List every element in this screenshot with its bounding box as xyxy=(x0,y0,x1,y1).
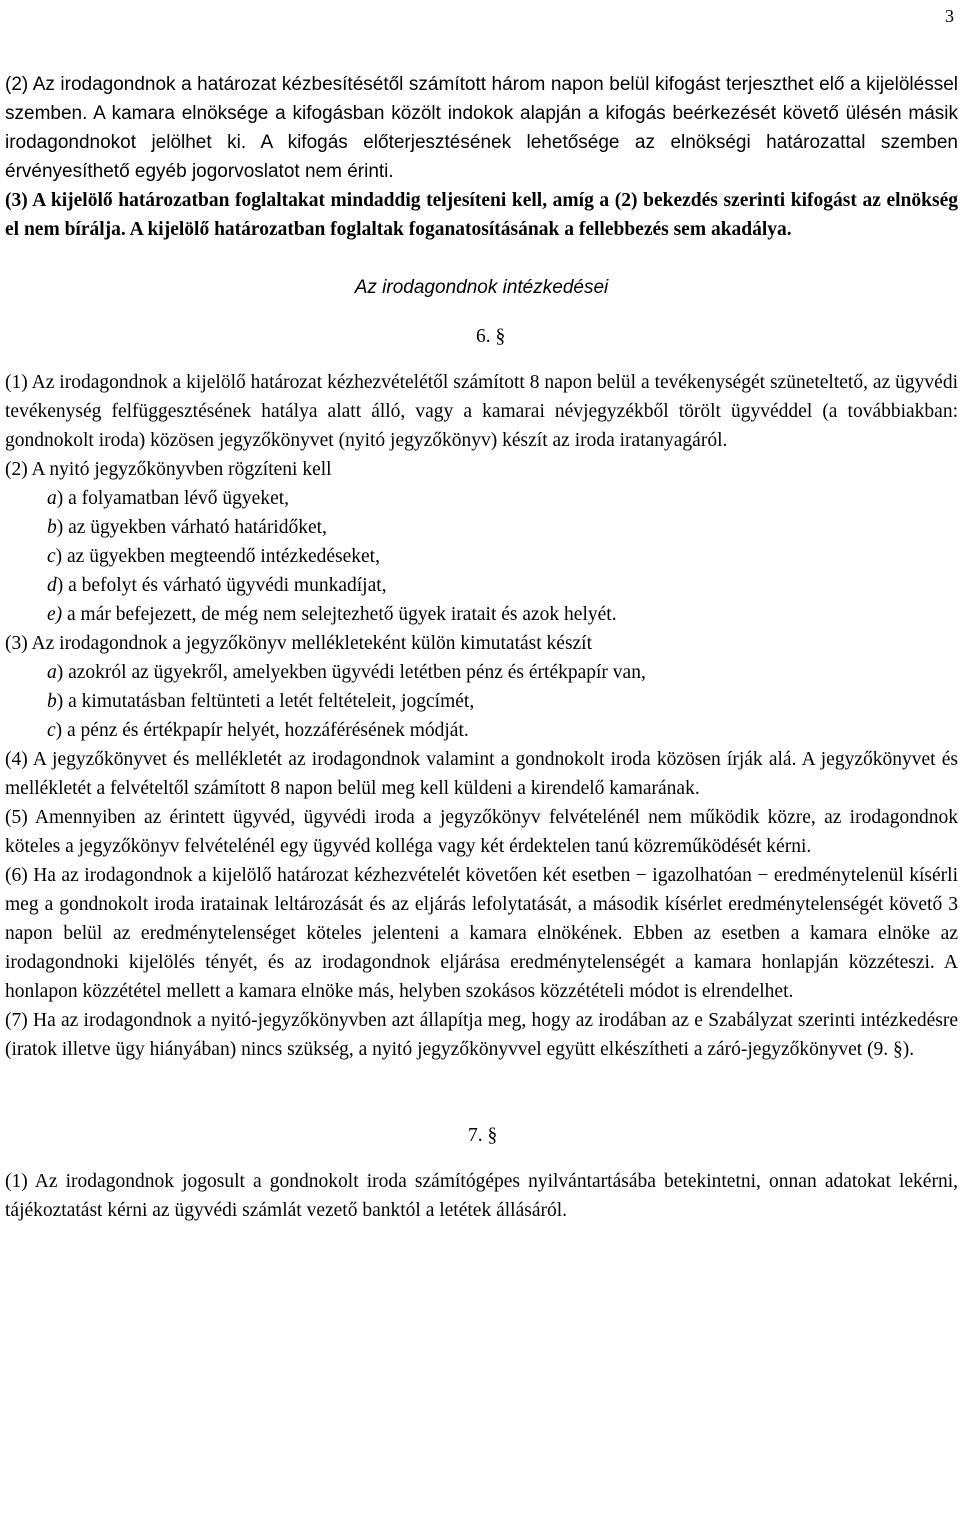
list-item: a) a folyamatban lévő ügyeket, xyxy=(47,488,290,509)
paragraph-7-1: (1) Az irodagondnok jogosult a gondnokolt iroda számítógépes nyilvántartásába betekintetni, onnan adatokat lekérni, tájékoztatást kérni az ügyvédi számlát vezető banktól a letétek állásáról. xyxy=(5,1171,958,1221)
paragraph-6-1: (1) Az irodagondnok a kijelölő határozat kézhezvételétől számított 8 napon belül a tevékenységét szüneteltető, az ügyvédi tevékenység felfüggesztésének hatálya alatt álló, vagy a kamarai névjegyzékből törölt ügyvéddel (a továbbiakban: gondnokolt iroda) közösen jegyzőkönyvet (nyitó jegyzőkönyv) készít az iroda iratanyagáról. xyxy=(5,372,958,451)
section-7-number: 7. § xyxy=(468,1125,498,1146)
list-item: b) a kimutatásban feltünteti a letét feltételeit, jogcímét, xyxy=(47,691,475,712)
list-6-3 xyxy=(5,658,958,745)
list-item: d) a befolyt és várható ügyvédi munkadíjat, xyxy=(47,575,387,596)
list-item: c) az ügyekben megteendő intézkedéseket, xyxy=(47,546,380,567)
section-7-body xyxy=(5,1167,958,1225)
document-body xyxy=(5,70,958,1225)
paragraph-6-2-intro: (2) A nyitó jegyzőkönyvben rögzíteni kell xyxy=(5,459,332,480)
list-6-2 xyxy=(5,484,958,629)
paragraph-6-3-intro: (3) Az irodagondnok a jegyzőkönyv mellékleteként külön kimutatást készít xyxy=(5,633,593,654)
section-heading: Az irodagondnok intézkedései xyxy=(354,277,609,298)
list-item: a) azokról az ügyekről, amelyekben ügyvédi letétben pénz és értékpapír van, xyxy=(47,662,646,683)
list-item: e) a már befejezett, de még nem selejtezhető ügyek iratait és azok helyét. xyxy=(47,604,617,625)
paragraph-6-5: (5) Amennyiben az érintett ügyvéd, ügyvédi iroda a jegyzőkönyv felvételénél nem működik közre, az irodagondnok köteles a jegyzőkönyv felvételénél egy ügyvéd kolléga vagy két érdektelen tanú közreműködését kérni. xyxy=(5,807,958,857)
paragraph-5-2: (2) Az irodagondnok a határozat kézbesítésétől számított három napon belül kifogást terjeszthet elő a kijelöléssel szemben. A kamara elnöksége a kifogásban közölt indokok alapján a kifogás beérkezését követő ülésén másik irodagondnokot jelölhet ki. A kifogás előterjesztésének lehetősége az elnökségi határozattal szemben érvényesíthető egyéb jogorvoslatot nem érinti. xyxy=(5,74,958,182)
section-6-body xyxy=(5,368,958,1064)
paragraph-6-4: (4) A jegyzőkönyvet és mellékletét az irodagondnok valamint a gondnokolt iroda közösen írják alá. A jegyzőkönyvet és mellékletét a felvételtől számított 8 napon belül meg kell küldeni a kirendelő kamarának. xyxy=(5,749,958,799)
paragraph-6-7: (7) Ha az irodagondnok a nyitó-jegyzőkönyvben azt állapítja meg, hogy az irodában az e Szabályzat szerinti intézkedésre (iratok illetve ügy hiányában) nincs szükség, a nyitó jegyzőkönyvvel együtt elkészítheti a záró-jegyzőkönyvet (9. §). xyxy=(5,1010,958,1060)
page-number: 3 xyxy=(945,6,954,26)
section-6-number: 6. § xyxy=(476,326,506,347)
paragraph-5-3: (3) A kijelölő határozatban foglaltakat mindaddig teljesíteni kell, amíg a (2) bekezdés szerinti kifogást az elnökség el nem bírálja. A kijelölő határozatban foglaltak foganatosításának a fellebbezés sem akadálya. xyxy=(5,190,958,240)
list-item: b) az ügyekben várható határidőket, xyxy=(47,517,327,538)
paragraph-6-6: (6) Ha az irodagondnok a kijelölő határozat kézhezvételét követően két esetben − igazolhatóan − eredménytelenül kísérli meg a gondnokolt iroda iratainak leltározását és az eljárás lefolytatását, a második kísérlet eredménytelenségét követő 3 napon belül az eredménytelenséget köteles jelenteni a kamara elnökének. Ebben az esetben a kamara elnöke az irodagondnoki kijelölés tényét, és az irodagondnok eljárása eredménytelenségét a kamara honlapján közzéteszi. A honlapon közzététel mellett a kamara elnöke más, helyben szokásos közzétételi módot is elrendelhet. xyxy=(5,865,958,1002)
list-item: c) a pénz és értékpapír helyét, hozzáférésének módját. xyxy=(47,720,469,741)
